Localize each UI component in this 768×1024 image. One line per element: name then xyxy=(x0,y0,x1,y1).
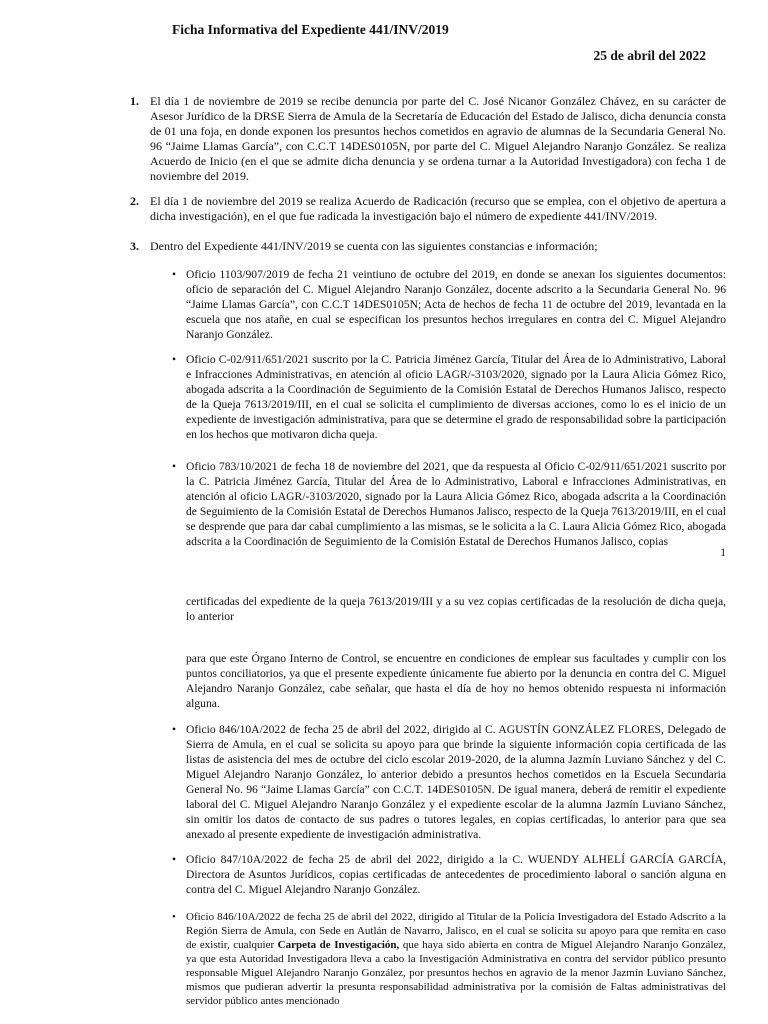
item-number: 2. xyxy=(130,194,139,208)
bullet-item-2 xyxy=(172,352,726,442)
item-text: El día 1 de noviembre de 2019 se recibe denuncia por parte del C. José Nicanor González Chávez, en su carácter de Asesor Jurídico de la DRSE Sierra de Amula de la Secretaría de Educación del Estado de Jalisco, dicha denuncia consta de 01 una foja, en donde exponen los presuntos hechos cometidos en agravio de alumnas de la Secundaria General No. 96 “Jaime Llamas García”, con C.C.T 14DES0105N, por parte del C. Miguel Alejandro Naranjo González. Se realiza Acuerdo de Inicio (en el que se admite dicha denuncia y se ordena turnar a la Autoridad Investigadora) con fecha 1 de noviembre del 2019. xyxy=(150,94,726,183)
bullet-item-4 xyxy=(172,722,726,842)
bullet-item-6 xyxy=(172,910,726,1008)
bullet-text-end: que haya sido abierta en contra de Miguel Alejandro Naranjo González, ya que esta Autoridad Investigadora lleva a cabo la Investigación Administrativa en contra del servidor público presunto responsable Miguel Alejandro Naranjo González, por presuntos hechos en agravio de la menor Jazmín Luviano Sánchez, mismos que pudieran advertir la presunta responsabilidad administrativa por la comisión de Faltas administrativas del servidor público antes mencionado xyxy=(186,939,727,1007)
item-number: 1. xyxy=(130,94,139,108)
bullet-icon: • xyxy=(172,723,177,736)
bullet-icon: • xyxy=(172,911,176,923)
bullet-text: Oficio 846/10A/2022 de fecha 25 de abril del 2022, dirigido al C. AGUSTÍN GONZÁLEZ FLORES, Delegado de Sierra de Amula, en el cual se solicita su apoyo para que brinde la siguiente información copia certificada de las listas de asistencia del mes de octubre del ciclo escolar 2019-2020, de la alumna Jazmín Luviano Sánchez y del C. Miguel Alejandro Naranjo González, lo anterior debido a presuntos hechos cometidos en la Escuela Secundaria General No. 96 “Jaime Llamas García” con C.C.T. 14DES0105N. De igual manera, deberá de remitir el expediente laboral del C. Miguel Alejandro Naranjo González y el expediente escolar de la alumna Jazmín Luviano Sánchez, sin omitir los datos de contacto de sus padres o tutores legales, en copias certificadas, lo anterior para que sea anexado al presente expediente de investigación administrativa. xyxy=(186,723,726,841)
bullet-text xyxy=(186,910,726,1008)
item-number: 3. xyxy=(130,239,139,253)
bullet-icon: • xyxy=(172,268,177,281)
item-text: El día 1 de noviembre del 2019 se realiza Acuerdo de Radicación (recurso que se emplea, con el objetivo de apertura a dicha investigación), en el que fue radicada la investigación bajo el número de expediente 441/INV/2019. xyxy=(150,194,726,223)
bullet-icon: • xyxy=(172,460,177,473)
bullet-text: Oficio 1103/907/2019 de fecha 21 veintiuno de octubre del 2019, en donde se anexan los siguientes documentos: oficio de separación del C. Miguel Alejandro Naranjo González, docente adscrito a la Secundaria General No. 96 “Jaime Llamas García”, con C.C.T 14DES0105N; Acta de hechos de fecha 11 de octubre del 2019, levantada en la escuela que nos atañe, en cual se especifican los presuntos hechos irregulares en contra del C. Miguel Alejandro Naranjo González. xyxy=(186,268,726,341)
bullet-item-5 xyxy=(172,852,726,897)
bullet-text: Oficio 783/10/2021 de fecha 18 de noviembre del 2021, que da respuesta al Oficio C-02/911/651/2021 suscrito por la C. Patricia Jiménez García, Titular del Área de lo Administrativo, Laboral e Infracciones Administrativas, en atención al oficio LAGR/-3103/2020, signado por la Laura Alicia Gómez Rico, abogada adscrita a la Coordinación de Seguimiento de la Comisión Estatal de Derechos Humanos Jalisco, respecto de la Queja 7613/2019/III, en el cual se desprende que para dar cabal cumplimiento a las mismas, se le solicita a la C. Laura Alicia Gómez Rico, abogada adscrita a la Coordinación de Seguimiento de la Comisión Estatal de Derechos Humanos Jalisco, copias xyxy=(186,460,726,548)
numbered-item-1 xyxy=(130,94,726,184)
bullet-icon: • xyxy=(172,353,177,366)
bullet-item-3 xyxy=(172,459,726,549)
bullet-icon: • xyxy=(172,853,177,866)
document-date: 25 de abril del 2022 xyxy=(593,48,706,63)
document-title: Ficha Informativa del Expediente 441/INV/2019 xyxy=(172,22,449,37)
numbered-item-3 xyxy=(130,239,726,254)
numbered-item-2 xyxy=(130,194,726,224)
bullet-item-1 xyxy=(172,267,726,342)
bullet-text: Oficio C-02/911/651/2021 suscrito por la C. Patricia Jiménez García, Titular del Área de lo Administrativo, Laboral e Infracciones Administrativas, en atención al oficio LAGR/-3103/2020, signado por la Laura Alicia Gómez Rico, abogada adscrita a la Coordinación de Seguimiento de la Comisión Estatal de Derechos Humanos Jalisco, respecto de la Queja 7613/2019/III, en el cual se solicita el cumplimiento de diversas acciones, como lo es el inicio de un expediente de investigación administrativa, para que se determine el grado de responsabilidad sobre la participación en los hechos que motivaron dicha queja. xyxy=(186,353,726,441)
continuation-paragraph-1: certificadas del expediente de la queja 7613/2019/III y a su vez copias certificadas de la resolución de dicha queja, lo anterior xyxy=(186,595,726,623)
bullet-text-start: Oficio 846/10A/2022 de fecha 25 de abril del 2022, dirigido al Titular de la Policía Investigadora del Estado Adscrito a la Región Sierra de Amula, con Sede en Autlán de Navarro, Jalisco, en el cual se solicita su apoyo para que remita en caso de existir, cualquier xyxy=(186,911,726,951)
item-text: Dentro del Expediente 441/INV/2019 se cuenta con las siguientes constancias e información; xyxy=(150,239,598,253)
bullet-text: Oficio 847/10A/2022 de fecha 25 de abril del 2022, dirigido a la C. WUENDY ALHELÍ GARCÍA GARCÍA, Directora de Asuntos Jurídicos, copias certificadas de antecedentes de procedimiento laboral o sanción alguna en contra del C. Miguel Alejandro Naranjo González. xyxy=(186,853,726,896)
continuation-paragraph-2: para que este Órgano Interno de Control, se encuentre en condiciones de emplear sus facultades y cumplir con los puntos conciliatorios, ya que el presente expediente únicamente fue abierto por la denuncia en contra del C. Miguel Alejandro Naranjo González, cabe señalar, que hasta el día de hoy no hemos obtenido respuesta ni información alguna. xyxy=(186,652,726,710)
bullet-text-bold: Carpeta de Investigación, xyxy=(277,939,400,951)
page-number: 1 xyxy=(720,547,726,559)
